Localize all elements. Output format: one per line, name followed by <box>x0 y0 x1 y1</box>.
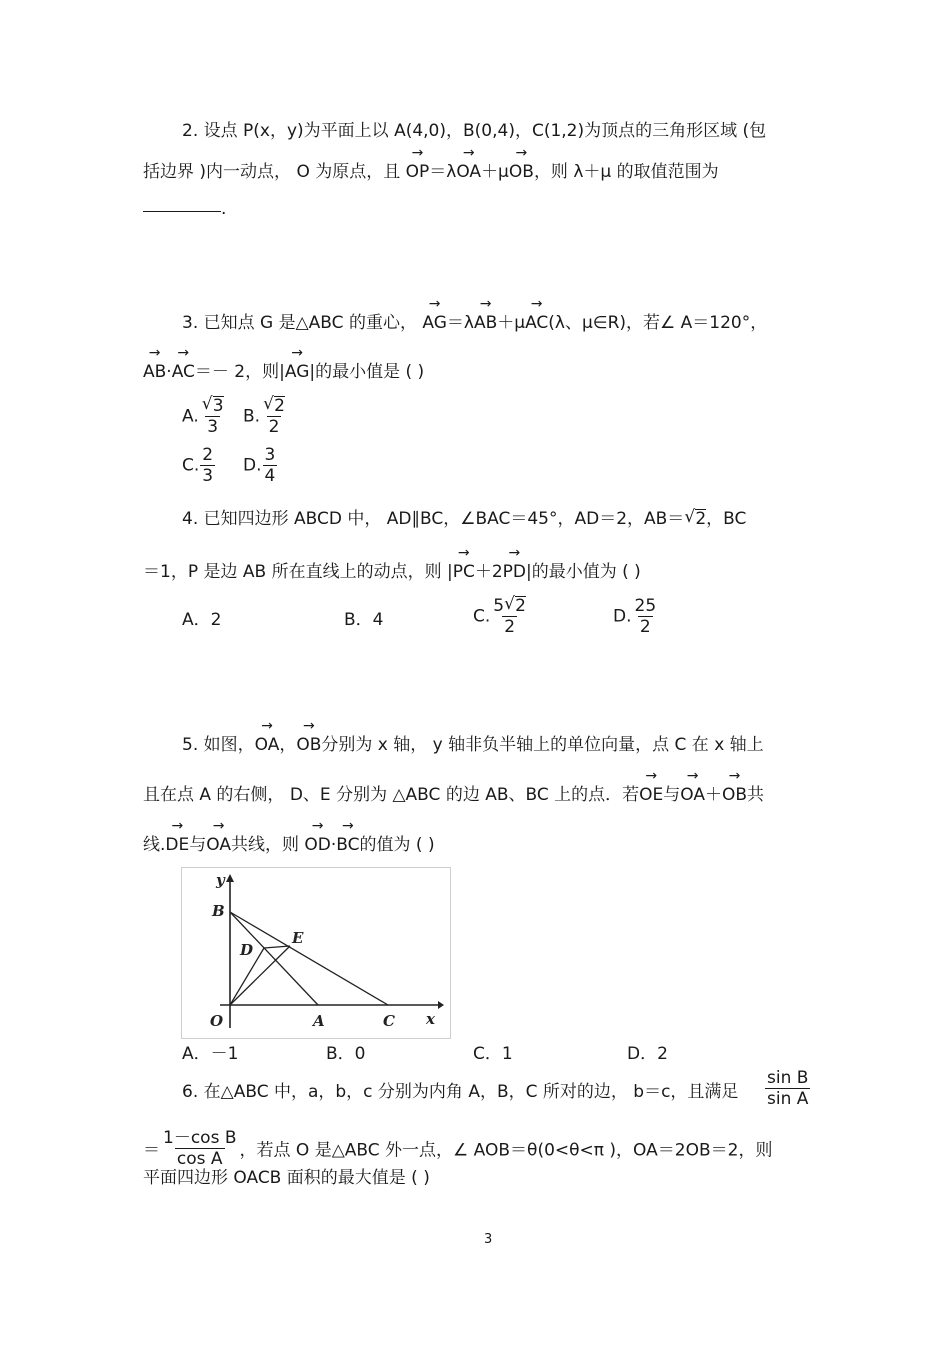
figure-svg <box>182 868 450 1038</box>
q3-option-b <box>243 396 288 437</box>
vector-op: → OP <box>406 160 430 184</box>
vector-ag: → AG <box>422 311 447 335</box>
q4-text-a: 4. 已知四边形 ABCD 中， AD∥BC，∠BAC＝45°，AD＝2，AB＝ <box>182 509 685 529</box>
q3-option-d <box>243 445 278 486</box>
q2-period <box>221 197 226 221</box>
q5-line3 <box>143 833 435 857</box>
vector-od: → OD <box>304 833 330 857</box>
label-y: y <box>216 871 225 889</box>
vector-ob: → OB <box>509 160 534 184</box>
q5-dot: · <box>330 835 337 855</box>
label-c: C <box>383 1012 395 1030</box>
q2-line1 <box>182 119 766 143</box>
vector-oe: → OE <box>639 783 663 807</box>
q6-line1 <box>182 1080 738 1104</box>
q2-text-2b: ，则 λ＋μ 的取值范围为 <box>533 162 719 182</box>
q5-text-h: 线. <box>143 835 166 855</box>
label-e: E <box>292 929 304 947</box>
radicand: 3 <box>212 396 224 416</box>
segment-bc <box>230 912 388 1005</box>
fraction <box>633 596 659 637</box>
q6-text-b: ＝ <box>143 1140 160 1161</box>
q3-dot: · <box>166 362 172 382</box>
denominator: sin A <box>767 1089 809 1109</box>
q3-text-d: (λ、μ∈R)，若∠ A＝120°， <box>548 313 768 333</box>
q3-option-c <box>182 445 216 486</box>
vector-ab-2: → AB <box>143 360 166 384</box>
q4-text-d: ＋2 <box>474 562 503 582</box>
q2-line2 <box>143 160 719 184</box>
option-text: A．2 <box>182 610 222 630</box>
vector-ac-2: → AC <box>172 360 195 384</box>
q5-text-a: 5. 如图， <box>182 735 255 755</box>
q5-option-b <box>326 1042 365 1066</box>
q4-line1 <box>182 507 746 531</box>
denominator: cos A <box>176 1149 223 1169</box>
label-x: x <box>426 1010 435 1028</box>
vector-pc: → PC <box>453 560 475 584</box>
q5-text-b: ， <box>279 735 297 755</box>
q5-option-d <box>627 1042 668 1066</box>
option-label: D. <box>243 455 262 476</box>
q5-option-c <box>473 1042 513 1066</box>
q4-line2 <box>143 560 641 584</box>
option-text: C．1 <box>473 1044 513 1064</box>
vector-bc: → BC <box>336 833 359 857</box>
q6-line3 <box>143 1166 430 1190</box>
vector-oa: → OA <box>255 733 280 757</box>
vector-oa-2: → OA <box>680 783 705 807</box>
fraction <box>161 1128 239 1169</box>
denominator: 2 <box>268 417 280 437</box>
geometry-figure <box>181 867 451 1039</box>
fraction <box>200 445 215 486</box>
q6-line2 <box>143 1130 772 1171</box>
q5-line1 <box>182 733 764 757</box>
sqrt-sign <box>684 507 706 531</box>
vector-ob: → OB <box>296 733 321 757</box>
option-text: B．4 <box>344 610 384 630</box>
q6-text-a: 6. 在△ABC 中，a，b，c 分别为内角 A，B，C 所对的边， b＝c，且满足 <box>182 1082 739 1102</box>
q2-text-2a: 括边界 )内一动点， O 为原点，且 <box>143 162 406 182</box>
q5-text-l: 的值为 ( ) <box>359 835 435 855</box>
fraction <box>765 1068 810 1109</box>
sqrt-sign <box>263 396 285 416</box>
q6-text-c: ，若点 O 是△ABC 外一点，∠ AOB＝θ(0<θ<π )，OA＝2OB＝2，则 <box>239 1140 773 1161</box>
option-text: D．2 <box>627 1044 668 1064</box>
q4-text-b: ，BC <box>706 509 747 529</box>
x-axis-arrow <box>438 1001 444 1009</box>
numerator: 25 <box>634 596 657 616</box>
option-label: B. <box>243 406 261 427</box>
q3-text-c: ＋μ <box>497 313 526 333</box>
q6-fraction-1 <box>764 1068 811 1109</box>
option-label: A. <box>182 406 199 427</box>
vector-oa-3: → OA <box>206 833 231 857</box>
sqrt-sign <box>202 396 224 416</box>
q6-text-d: 平面四边形 OACB 面积的最大值是 ( ) <box>143 1168 430 1188</box>
vector-ob-2: → OB <box>722 783 747 807</box>
coefficient: 5 <box>493 596 505 616</box>
numerator: 1－cos B <box>163 1128 237 1148</box>
vector-oa: → OA <box>456 160 481 184</box>
answer-blank <box>143 211 221 212</box>
q5-text-f: ＋ <box>705 785 722 805</box>
fraction <box>261 396 287 437</box>
q3-text-a: 3. 已知点 G 是△ABC 的重心， <box>182 313 423 333</box>
q4-option-a <box>182 608 221 632</box>
q2-plus: ＋μ <box>481 162 509 182</box>
denominator: 4 <box>264 466 276 486</box>
label-o: O <box>210 1012 224 1030</box>
vector-ac: → AC <box>525 311 548 335</box>
q5-text-c: 分别为 x 轴， y 轴非负半轴上的单位向量，点 C 在 x 轴上 <box>321 735 764 755</box>
label-d: D <box>240 941 254 959</box>
sqrt-sign <box>504 596 526 616</box>
numerator: 3 <box>264 445 276 465</box>
q5-line2 <box>143 783 764 807</box>
option-label: C. <box>182 455 200 476</box>
q3-option-a <box>182 396 227 437</box>
q5-text-g: 共 <box>747 785 765 805</box>
page-number: 3 <box>484 1232 493 1247</box>
denominator: 3 <box>202 466 214 486</box>
q5-option-a <box>182 1042 238 1066</box>
option-label: C. <box>473 606 491 627</box>
q5-text-i: 与 <box>189 835 207 855</box>
q4-option-b <box>344 608 383 632</box>
q4-option-d <box>613 596 659 637</box>
q3-text-g: |的最小值是 ( ) <box>309 362 425 382</box>
vector-de: → DE <box>165 833 189 857</box>
numerator: 2 <box>202 445 214 465</box>
segment-de <box>264 946 290 948</box>
fraction <box>263 445 278 486</box>
q3-line2 <box>143 360 424 384</box>
q4-text-c: ＝1，P 是边 AB 所在直线上的动点，则 | <box>143 562 453 582</box>
fraction <box>491 596 528 637</box>
q2-period-text: . <box>221 199 227 219</box>
q3-text-b: ＝λ <box>446 313 474 333</box>
denominator: 3 <box>207 417 219 437</box>
denominator: 2 <box>639 617 651 637</box>
q3-text-f: ＝－ 2，则| <box>194 362 285 382</box>
radicand: 2 <box>274 396 285 416</box>
label-a: A <box>313 1012 325 1030</box>
y-axis-arrow <box>226 874 234 882</box>
radicand: 2 <box>515 596 526 616</box>
vector-ab: → AB <box>474 311 497 335</box>
q2-text-1: 2. 设点 P(x，y)为平面上以 A(4,0)，B(0,4)，C(1,2)为顶点的三角形区域 (包 <box>182 121 767 141</box>
denominator: 2 <box>504 617 516 637</box>
radicand: 2 <box>695 509 707 529</box>
q5-text-d: 且在点 A 的右侧， D、E 分别为 △ABC 的边 AB、BC 上的点．若 <box>143 785 640 805</box>
vector-ag-2: → AG <box>285 360 310 384</box>
option-text: A．－1 <box>182 1044 239 1064</box>
q5-text-j: 共线，则 <box>230 835 305 855</box>
q5-text-e: 与 <box>663 785 681 805</box>
option-text: B．0 <box>326 1044 366 1064</box>
q4-text-e: |的最小值为 ( ) <box>526 562 641 582</box>
option-label: D. <box>613 606 632 627</box>
q2-eq: ＝λ <box>429 162 457 182</box>
q3-line1 <box>182 311 767 335</box>
numerator: sin B <box>767 1068 809 1088</box>
fraction <box>200 396 226 437</box>
vector-pd: → PD <box>503 560 526 584</box>
q4-option-c <box>473 596 529 637</box>
label-b: B <box>212 902 225 920</box>
